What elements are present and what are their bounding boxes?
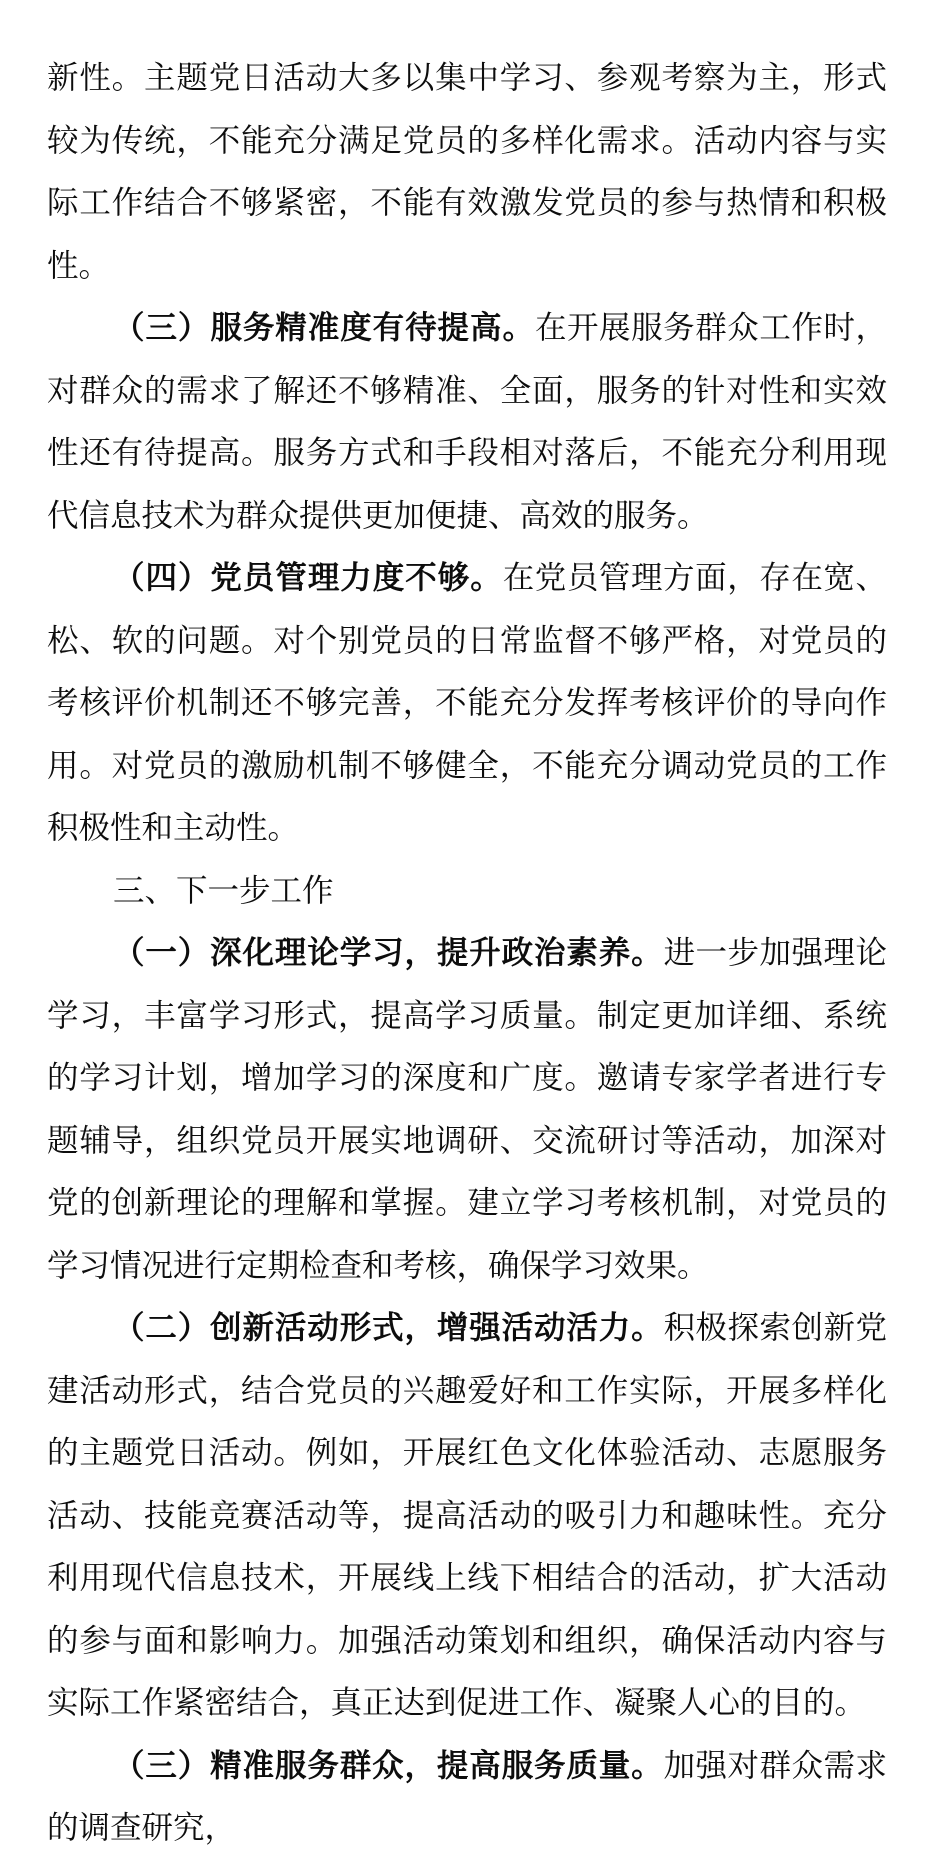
paragraph-lead-heading: （三）精准服务群众，提高服务质量。 bbox=[113, 1747, 664, 1784]
paragraph-section3-item1 bbox=[47, 922, 887, 1297]
paragraph-text: 在党员管理方面，存在宽、松、软的问题。对个别党员的日常监督不够严格，对党员的考核评价机制还不够完善，不能充分发挥考核评价的导向作用。对党员的激励机制不够健全，不能充分调动党员的工作积极性和主动性。 bbox=[47, 560, 887, 846]
document-body bbox=[47, 47, 887, 1860]
paragraph-section2-item3 bbox=[47, 297, 887, 547]
paragraph-text: 积极探索创新党建活动形式，结合党员的兴趣爱好和工作实际，开展多样化的主题党日活动。例如，开展红色文化体验活动、志愿服务活动、技能竞赛活动等，提高活动的吸引力和趣味性。充分利用现代信息技术，开展线上线下相结合的活动，扩大活动的参与面和影响力。加强活动策划和组织，确保活动内容与实际工作紧密结合，真正达到促进工作、凝聚人心的目的。 bbox=[47, 1310, 887, 1721]
paragraph-section2-item4 bbox=[47, 547, 887, 860]
paragraph-lead-heading: （三）服务精准度有待提高。 bbox=[113, 310, 535, 346]
paragraph-text: 加强对群众需求的调查研究， bbox=[47, 1747, 887, 1846]
paragraph-text: 在开展服务群众工作时，对群众的需求了解还不够精准、全面，服务的针对性和实效性还有待提高。服务方式和手段相对落后，不能充分利用现代信息技术为群众提供更加便捷、高效的服务。 bbox=[47, 310, 887, 534]
paragraph-text: 进一步加强理论学习，丰富学习形式，提高学习质量。制定更加详细、系统的学习计划，增加学习的深度和广度。邀请专家学者进行专题辅导，组织党员开展实地调研、交流研讨等活动，加深对党的创新理论的理解和掌握。建立学习考核机制，对党员的学习情况进行定期检查和考核，确保学习效果。 bbox=[47, 935, 887, 1284]
paragraph-continuation: 新性。主题党日活动大多以集中学习、参观考察为主，形式较为传统，不能充分满足党员的多样化需求。活动内容与实际工作结合不够紧密，不能有效激发党员的参与热情和积极性。 bbox=[47, 60, 887, 284]
paragraph-section3-item3 bbox=[47, 1735, 887, 1860]
section-heading-next-steps: 三、下一步工作 bbox=[113, 872, 334, 909]
paragraph-lead-heading: （二）创新活动形式，增强活动活力。 bbox=[113, 1310, 664, 1346]
paragraph-lead-heading: （四）党员管理力度不够。 bbox=[113, 560, 503, 596]
paragraph-lead-heading: （一）深化理论学习，提升政治素养。 bbox=[113, 935, 664, 971]
paragraph-section3-item2 bbox=[47, 1297, 887, 1735]
